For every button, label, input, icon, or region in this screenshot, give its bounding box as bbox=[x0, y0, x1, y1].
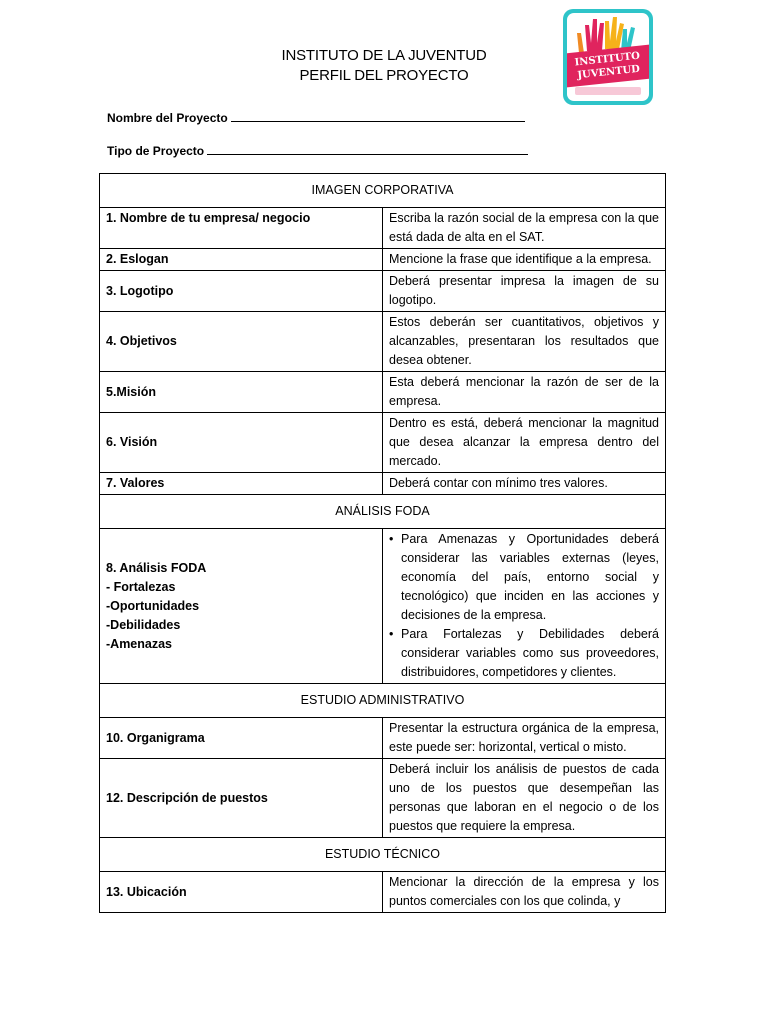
foda-sub-item: -Debilidades bbox=[106, 617, 181, 632]
row-description: Mencionar la dirección de la empresa y los puntos comerciales con los que colinda, y bbox=[383, 872, 666, 913]
row-description: Estos deberán ser cuantitativos, objetivos y alcanzables, presentaran los resultados que desea obtener. bbox=[383, 312, 666, 372]
table-row bbox=[100, 718, 666, 759]
table-row bbox=[100, 249, 666, 271]
section-row bbox=[100, 684, 666, 718]
table-row bbox=[100, 208, 666, 249]
row-description: Deberá incluir los análisis de puestos de cada uno de los puestos que desempeñan las personas que laboran en el negocio o de los puestos que requiere la empresa. bbox=[383, 759, 666, 838]
institute-title: INSTITUTO DE LA JUVENTUD bbox=[281, 47, 487, 64]
section-row bbox=[100, 838, 666, 872]
table-row bbox=[100, 312, 666, 372]
row-description: Deberá presentar impresa la imagen de su logotipo. bbox=[383, 271, 666, 312]
row-description: Esta deberá mencionar la razón de ser de la empresa. bbox=[383, 372, 666, 413]
document-title: PERFIL DEL PROYECTO bbox=[299, 67, 469, 84]
project-profile-table bbox=[99, 173, 666, 913]
table-row bbox=[100, 271, 666, 312]
table-row bbox=[100, 372, 666, 413]
row-description: Mencione la frase que identifique a la empresa. bbox=[383, 249, 666, 271]
logo-banner: INSTITUTO JUVENTUD bbox=[567, 44, 649, 88]
section-estudio-administrativo: ESTUDIO ADMINISTRATIVO bbox=[100, 684, 666, 718]
project-type-line[interactable] bbox=[207, 142, 528, 155]
row-label: 1. Nombre de tu empresa/ negocio bbox=[100, 208, 383, 249]
row-label: 4. Objetivos bbox=[100, 312, 383, 372]
table-row bbox=[100, 529, 666, 684]
row-description: Dentro es está, deberá mencionar la magnitud que desea alcanzar la empresa dentro del mercado. bbox=[383, 413, 666, 473]
section-estudio-tecnico: ESTUDIO TÉCNICO bbox=[100, 838, 666, 872]
row-description: Presentar la estructura orgánica de la empresa, este puede ser: horizontal, vertical o misto. bbox=[383, 718, 666, 759]
project-type-label: Tipo de Proyecto bbox=[107, 144, 205, 158]
foda-title: 8. Análisis FODA bbox=[106, 560, 207, 575]
table-row bbox=[100, 759, 666, 838]
foda-bullet-list bbox=[389, 530, 659, 682]
row-label: 13. Ubicación bbox=[100, 872, 383, 913]
row-description: Escriba la razón social de la empresa con la que está dada de alta en el SAT. bbox=[383, 208, 666, 249]
project-name-label: Nombre del Proyecto bbox=[107, 111, 228, 125]
row-description: Deberá contar con mínimo tres valores. bbox=[383, 473, 666, 495]
foda-sub-item: -Amenazas bbox=[106, 636, 172, 651]
row-label: 5.Misión bbox=[100, 372, 383, 413]
section-imagen-corporativa: IMAGEN CORPORATIVA bbox=[100, 174, 666, 208]
row-label: 2. Eslogan bbox=[100, 249, 383, 271]
table-row bbox=[100, 872, 666, 913]
section-row bbox=[100, 495, 666, 529]
section-analisis-foda: ANÁLISIS FODA bbox=[100, 495, 666, 529]
row-label: 10. Organigrama bbox=[100, 718, 383, 759]
table-row bbox=[100, 413, 666, 473]
row-label: 6. Visión bbox=[100, 413, 383, 473]
foda-sub-item: -Oportunidades bbox=[106, 598, 200, 613]
row-label: 7. Valores bbox=[100, 473, 383, 495]
institute-logo bbox=[563, 9, 653, 105]
list-item: • Para Fortalezas y Debilidades deberá considerar variables como sus proveedores, distribuidores, competidores y clientes. bbox=[389, 625, 659, 682]
row-label: 3. Logotipo bbox=[100, 271, 383, 312]
list-item: • Para Amenazas y Oportunidades deberá considerar las variables externas (leyes, economía del país, entorno social y tecnológico) que inciden en las acciones y decisiones de la empresa. bbox=[389, 530, 659, 625]
project-name-field[interactable] bbox=[107, 109, 525, 125]
project-name-line[interactable] bbox=[231, 109, 525, 122]
row-description bbox=[383, 529, 666, 684]
row-label: 12. Descripción de puestos bbox=[100, 759, 383, 838]
section-row bbox=[100, 174, 666, 208]
foda-sub-item: - Fortalezas bbox=[106, 579, 176, 594]
project-type-field[interactable] bbox=[107, 142, 528, 158]
table-row bbox=[100, 473, 666, 495]
row-label-foda bbox=[100, 529, 383, 684]
